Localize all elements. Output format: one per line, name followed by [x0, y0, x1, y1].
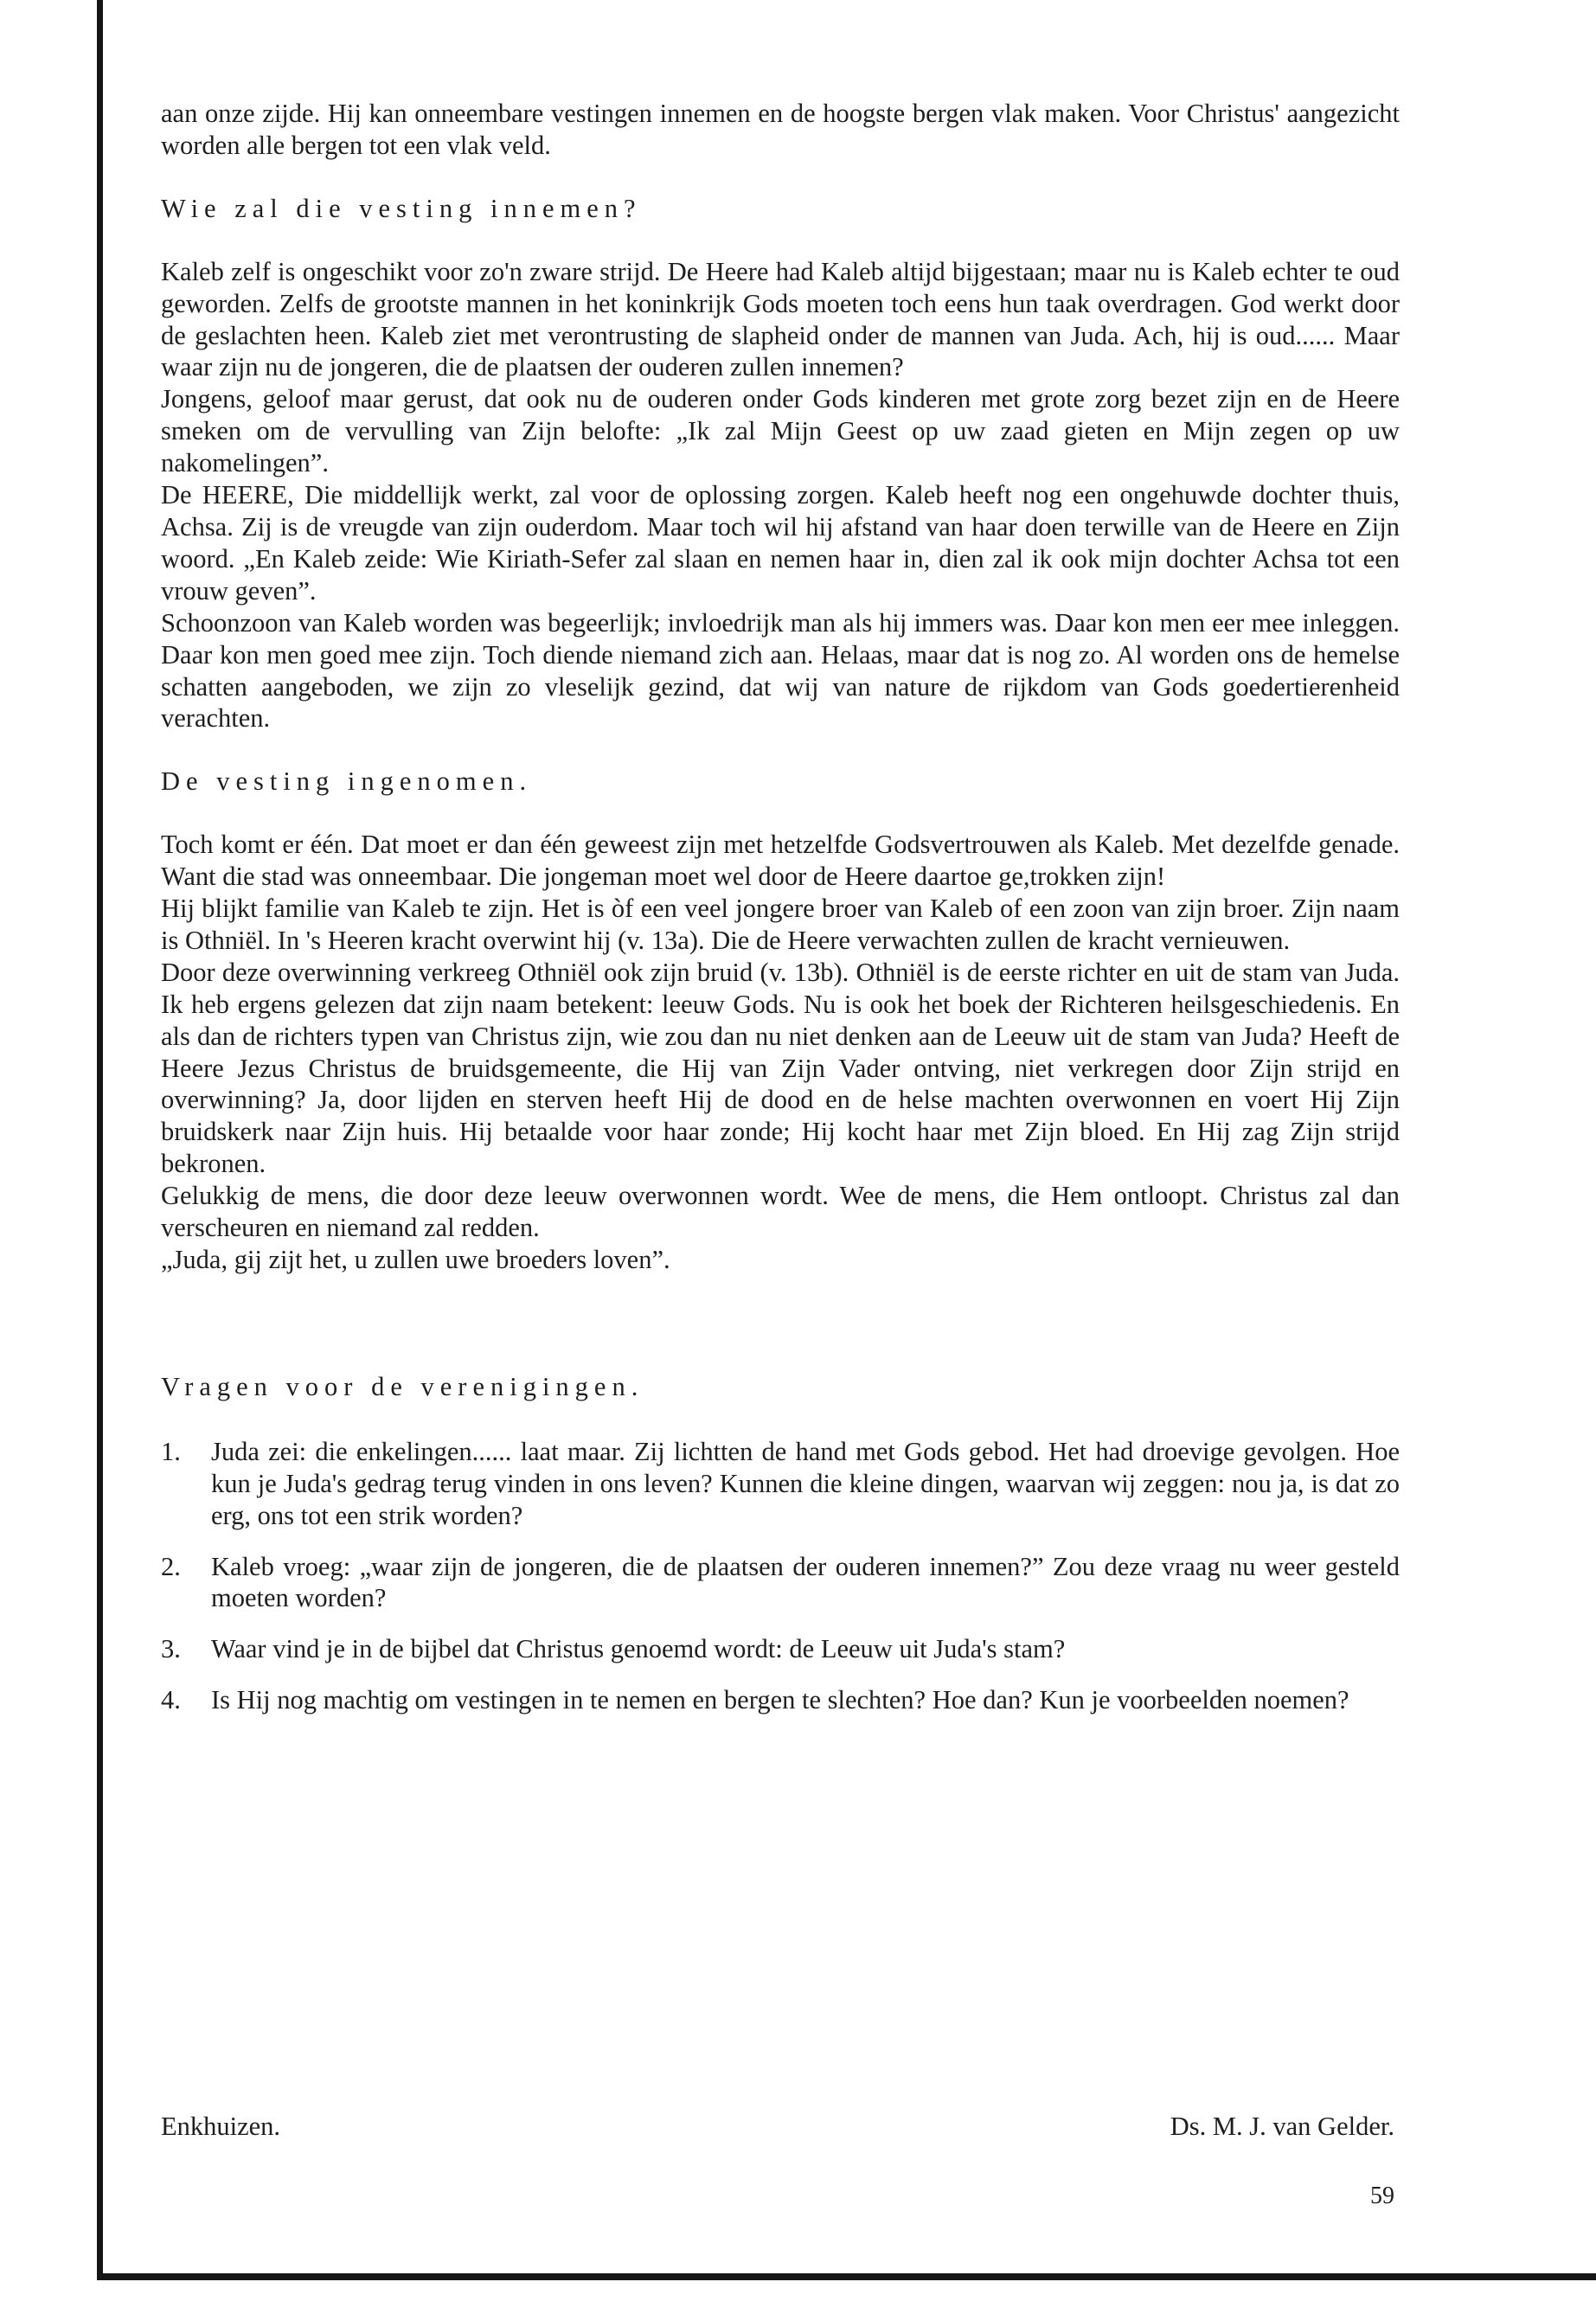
question-number: 4.	[161, 1685, 181, 1715]
section-heading-vragen: Vragen voor de verenigingen.	[161, 1371, 644, 1401]
section-heading-wie-zal: Wie zal die vesting innemen?	[161, 193, 642, 223]
page-border-left	[97, 0, 103, 2279]
page-number: 59	[1370, 2182, 1394, 2209]
question-list	[161, 1436, 1400, 1716]
question-text: Juda zei: die enkelingen...... laat maar. Zij lichtten de hand met Gods gebod. Het had droevige gevolgen. Hoe kun je Juda's gedrag terug vinden in ons leven? Kunnen die kleine dingen, waarvan wij zeggen: nou ja, is dat zo erg, ons tot een strik worden?	[211, 1436, 1400, 1530]
section2-paragraph: Gelukkig de mens, die door deze leeuw overwonnen wordt. Wee de mens, die Hem ontloopt. Christus zal dan verscheuren en niemand zal redden.	[161, 1181, 1400, 1243]
section2-paragraph: Hij blijkt familie van Kaleb te zijn. Het is òf een veel jongere broer van Kaleb of een zoon van zijn broer. Zijn naam is Othniël. In 's Heeren kracht overwint hij (v. 13a). Die de Heere verwachten zullen de kracht vernieuwen.	[161, 894, 1400, 955]
question-number: 3.	[161, 1634, 181, 1664]
question-item	[161, 1551, 1400, 1615]
section2-paragraph: Toch komt er één. Dat moet er dan één geweest zijn met hetzelfde Godsvertrouwen als Kaleb. Met dezelfde genade. Want die stad was onneembaar. Die jongeman moet wel door de Heere daartoe ge,trokken zijn!	[161, 830, 1400, 892]
signature-place: Enkhuizen.	[161, 2112, 281, 2141]
section2-paragraph: „Juda, gij zijt het, u zullen uwe broeders loven”.	[161, 1245, 670, 1274]
question-text: Waar vind je in de bijbel dat Christus genoemd wordt: de Leeuw uit Juda's stam?	[211, 1634, 1066, 1664]
page-border-bottom	[97, 2273, 1596, 2280]
question-number: 2.	[161, 1551, 181, 1581]
question-text: Kaleb vroeg: „waar zijn de jongeren, die de plaatsen der ouderen innemen?” Zou deze vraag nu weer gesteld moeten worden?	[211, 1551, 1400, 1613]
question-number: 1.	[161, 1436, 181, 1466]
section1-paragraph: Jongens, geloof maar gerust, dat ook nu de ouderen onder Gods kinderen met grote zorg bezet zijn en de Heere smeken om de vervulling van Zijn belofte: „Ik zal Mijn Geest op uw zaad gieten en Mijn zegen op uw nakomelingen”.	[161, 384, 1400, 478]
article-body	[161, 98, 1400, 1735]
question-item	[161, 1436, 1400, 1532]
section2-paragraph: Door deze overwinning verkreeg Othniël ook zijn bruid (v. 13b). Othniël is de eerste richter en uit de stam van Juda. Ik heb ergens gelezen dat zijn naam betekent: leeuw Gods. Nu is ook het boek der Richteren heilsgeschiedenis. En als dan de richters typen van Christus zijn, wie zou dan nu niet denken aan de Leeuw uit de stam van Juda? Heeft de Heere Jezus Christus de bruidsgemeente, die Hij van Zijn Vader ontving, niet verkregen door Zijn strijd en overwinning? Ja, door lijden en sterven heeft Hij de dood en de helse machten overwonnen en voert Hij Zijn bruidskerk naar Zijn huis. Hij betaalde voor haar zonde; Hij kocht haar met Zijn bloed. En Hij zag Zijn strijd bekronen.	[161, 957, 1400, 1179]
section1-paragraph: De HEERE, Die middellijk werkt, zal voor de oplossing zorgen. Kaleb heeft nog een ongehuwde dochter thuis, Achsa. Zij is de vreugde van zijn ouderdom. Maar toch wil hij afstand van haar doen terwille van de Heere en Zijn woord. „En Kaleb zeide: Wie Kiriath-Sefer zal slaan en nemen haar in, dien zal ik ook mijn dochter Achsa tot een vrouw geven”.	[161, 480, 1400, 606]
question-item	[161, 1633, 1400, 1665]
question-item	[161, 1684, 1400, 1716]
question-text: Is Hij nog machtig om vestingen in te nemen en bergen te slechten? Hoe dan? Kun je voorbeelden noemen?	[211, 1685, 1349, 1715]
section1-paragraph: Schoonzoon van Kaleb worden was begeerlijk; invloedrijk man als hij immers was. Daar kon men eer mee inleggen. Daar kon men goed mee zijn. Toch diende niemand zich aan. Helaas, maar dat is nog zo. Al worden ons de hemelse schatten aangeboden, we zijn zo vleselijk gezind, dat wij van nature de rijkdom van Gods goedertierenheid verachten.	[161, 607, 1400, 734]
section-heading-vesting-ingenomen: De vesting ingenomen.	[161, 766, 533, 797]
intro-paragraph: aan onze zijde. Hij kan onneembare vestingen innemen en de hoogste bergen vlak maken. Voor Christus' aangezicht worden alle bergen tot een vlak veld.	[161, 99, 1400, 160]
signature-author: Ds. M. J. van Gelder.	[1170, 2112, 1394, 2141]
section1-paragraph: Kaleb zelf is ongeschikt voor zo'n zware strijd. De Heere had Kaleb altijd bijgestaan; maar nu is Kaleb echter te oud geworden. Zelfs de grootste mannen in het koninkrijk Gods moeten toch eens hun taak overdragen. God werkt door de geslachten heen. Kaleb ziet met verontrusting de slapheid onder de mannen van Juda. Ach, hij is oud...... Maar waar zijn nu de jongeren, die de plaatsen der ouderen zullen innemen?	[161, 256, 1400, 382]
